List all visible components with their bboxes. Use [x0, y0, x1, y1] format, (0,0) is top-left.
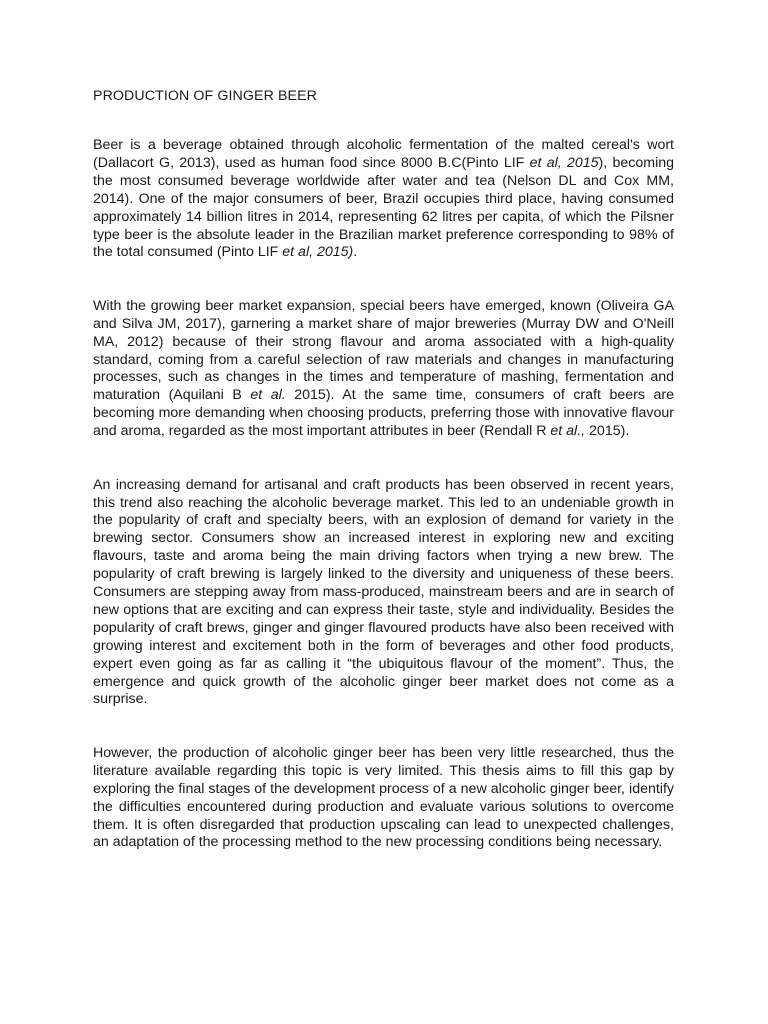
- paragraph-text: .: [353, 244, 358, 261]
- paragraph-text: An increasing demand for artisanal and craft products has been observed in recent years, this trend also reaching the alcoholic beverage market. This led to an undeniable growth in the popularity of craft and specialty beers, with an explosion of demand for variety in the brewing sector. Consumers show an increased interest in exploring new and exciting flavours, taste and aroma being the main driving factors when trying a new brew. The popularity of craft brewing is largely linked to the diversity and uniqueness of these beers. Consumers are stepping away from mass-produced, mainstream beers and are in search of new options that are exciting and can express their taste, style and individuality. Besides the popularity of craft brews, ginger and ginger flavoured products have also been received with growing interest and excitement both in the form of beverages and other food products, expert even going as far as calling it “the ubiquitous flavour of the moment”. Thus, the emergence and quick growth of the alcoholic ginger beer market does not come as a surprise.: [93, 476, 674, 708]
- italic-citation-text: et al.: [250, 387, 286, 404]
- paragraph-text: 2015). At the same time, consumers of craft beers are becoming more demanding when choosing products, preferring those with innovative flavour and aroma, regarded as the most important attributes in beer (Rendall R: [93, 387, 674, 440]
- paragraph-text: However, the production of alcoholic ginger beer has been very little researched, thus the literature available regarding this topic is very limited. This thesis aims to fill this gap by exploring the final stages of the development process of a new alcoholic ginger beer, identify the difficulties encountered during production and evaluate various solutions to overcome them. It is often disregarded that production upscaling can lead to unexpected challenges, an adaptation of the processing method to the new processing conditions being necessary.: [93, 744, 674, 851]
- body-paragraph: [93, 137, 674, 262]
- italic-citation-text: et al, 2015): [282, 244, 354, 261]
- document-body: [93, 137, 674, 852]
- body-paragraph: [93, 745, 674, 852]
- paragraph-text: ), becoming the most consumed beverage worldwide after water and tea (Nelson DL and Cox MM, 2014). One of the major consumers of beer, Brazil occupies third place, having consumed approximately 14 billion litres in 2014, representing 62 litres per capita, of which the Pilsner type beer is the absolute leader in the Brazilian market preference corresponding to 98% of the total consumed (Pinto LIF: [93, 154, 675, 261]
- italic-citation-text: et al.,: [550, 423, 586, 440]
- paragraph-text: 2015).: [585, 423, 630, 440]
- italic-citation-text: et al, 2015: [529, 154, 599, 171]
- document-title: PRODUCTION OF GINGER BEER: [93, 88, 317, 104]
- body-paragraph: [93, 298, 674, 441]
- paragraph-text: Beer is a beverage obtained through alcoholic fermentation of the malted cereal's wort (Dallacort G, 2013), used as human food since 8000 B.C(Pinto LIF: [93, 137, 674, 171]
- paragraph-text: With the growing beer market expansion, special beers have emerged, known (Oliveira GA and Silva JM, 2017), garnering a market share of major breweries (Murray DW and O'Neill MA, 2012) because of their strong flavour and aroma associated with a high-quality standard, coming from a careful selection of raw materials and changes in manufacturing processes, such as changes in the times and temperature of mashing, fermentation and maturation (Aquilani B: [93, 297, 674, 404]
- body-paragraph: [93, 477, 674, 710]
